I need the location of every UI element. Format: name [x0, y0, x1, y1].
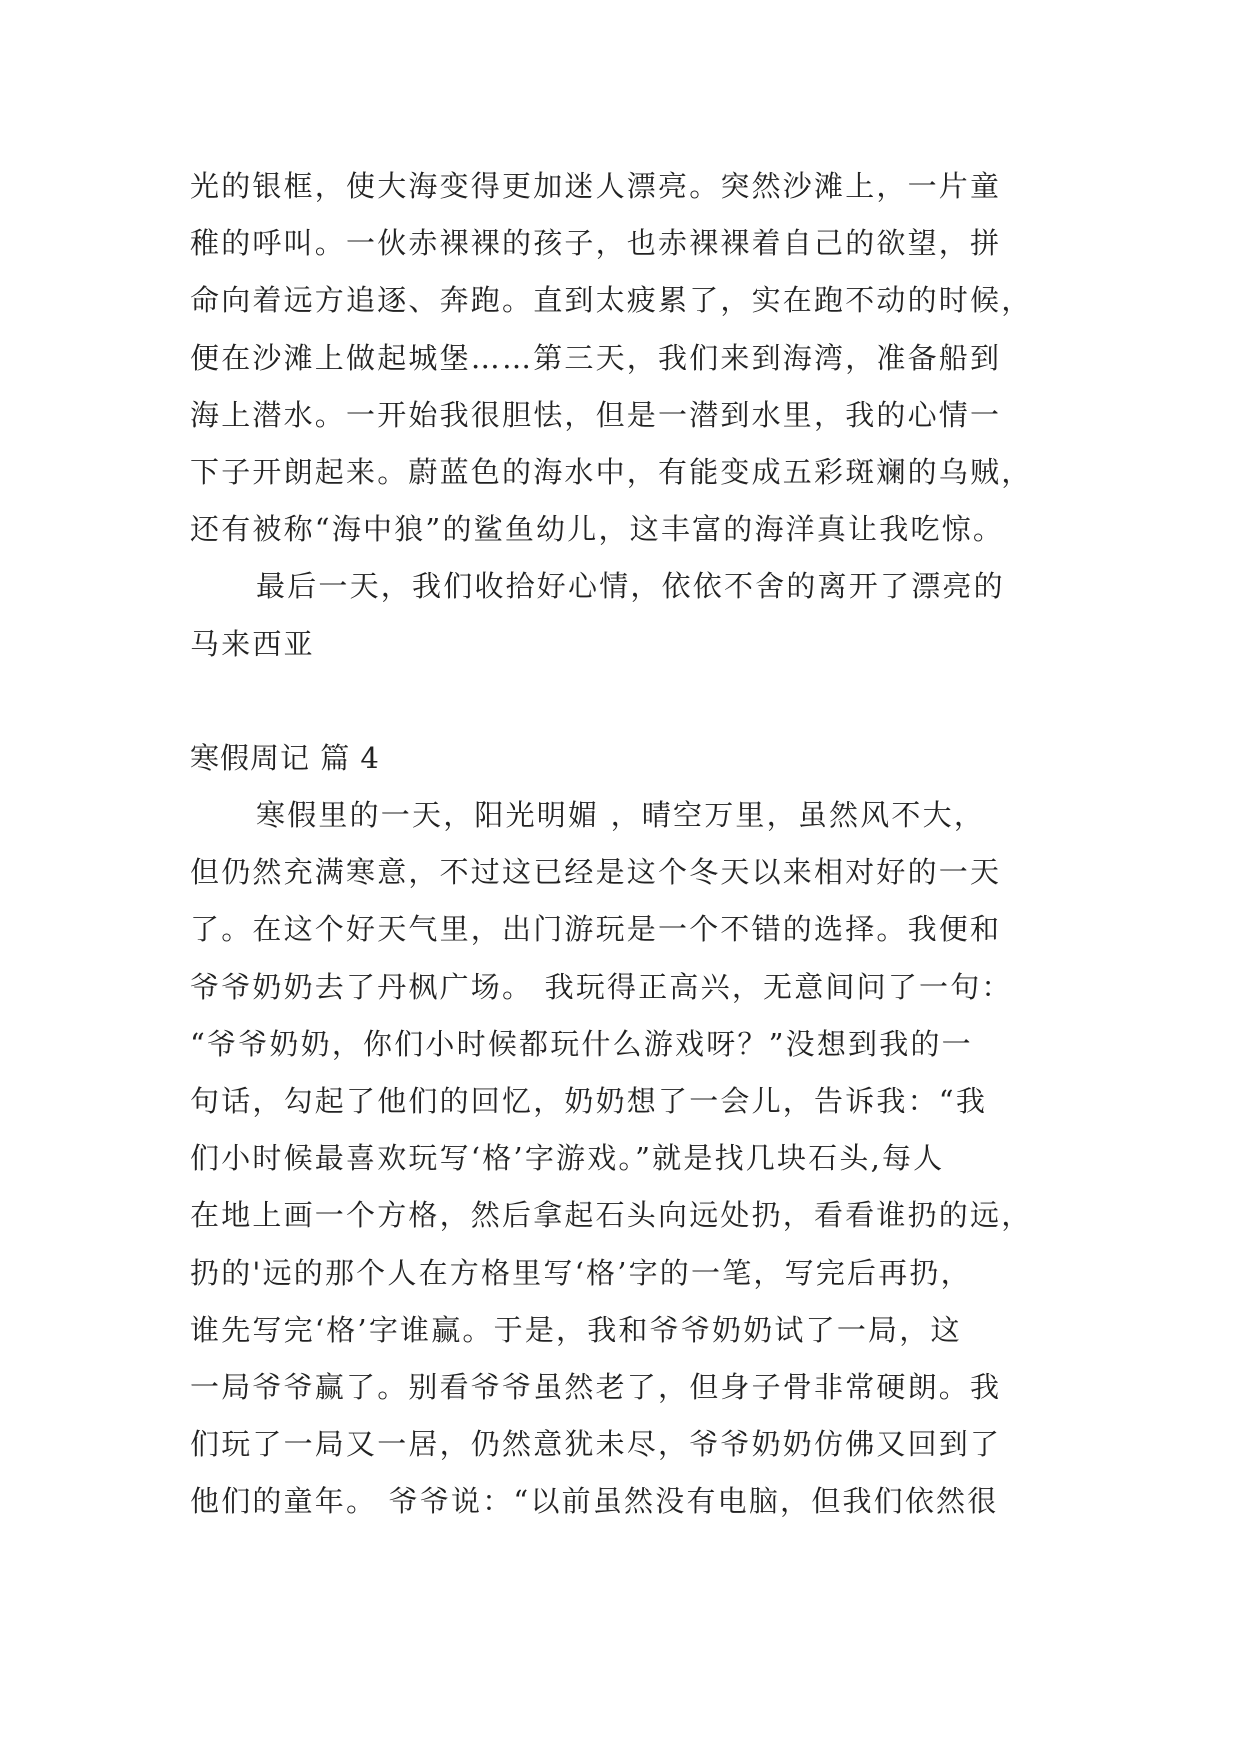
paragraph-line: 还有被称“海中狼”的鲨鱼幼儿，这丰富的海洋真让我吃惊。 — [190, 512, 1005, 547]
paragraph-line: 他们的童年。 爷爷说：“以前虽然没有电脑，但我们依然很 — [190, 1484, 999, 1519]
paragraph-line: 了。在这个好天气里，出门游玩是一个不错的选择。我便和 — [190, 912, 1002, 947]
paragraph-line: 一局爷爷赢了。别看爷爷虽然老了，但身子骨非常硬朗。我 — [190, 1369, 1002, 1404]
paragraph-line: 在地上画一个方格，然后拿起石头向远处扔，看看谁扔的远， — [190, 1198, 1033, 1233]
paragraph-line: 便在沙滩上做起城堡……第三天，我们来到海湾，准备船到 — [190, 340, 1002, 375]
paragraph-line: 光的银框，使大海变得更加迷人漂亮。突然沙滩上，一片童 — [190, 169, 1002, 203]
paragraph-line: “爷爷奶奶，你们小时候都玩什么游戏呀？”没想到我的一 — [190, 1026, 973, 1061]
paragraph-line: 命向着远方追逐、奔跑。直到太疲累了，实在跑不动的时候， — [190, 283, 1033, 318]
paragraph-line: 句话，勾起了他们的回忆，奶奶想了一会儿，告诉我：“我 — [190, 1084, 988, 1118]
paragraph-line: 海上潜水。一开始我很胆怯，但是一潜到水里，我的心情一 — [190, 397, 1002, 432]
paragraph-line: 谁先写完‘格’字谁赢。于是，我和爷爷奶奶试了一局，这 — [190, 1312, 962, 1347]
paragraph-line: 稚的呼叫。一伙赤裸裸的孩子，也赤裸裸着自己的欲望，拼 — [190, 226, 1002, 261]
paragraph-line: 马来西亚 — [190, 626, 315, 661]
paragraph-line: 们玩了一局又一居，仍然意犹未尽，爷爷奶奶仿佛又回到了 — [190, 1427, 1002, 1462]
paragraph-line: 但仍然充满寒意，不过这已经是这个冬天以来相对好的一天 — [190, 855, 1002, 890]
paragraph-line: 寒假里的一天，阳光明媚 ，晴空万里，虽然风不大， — [256, 798, 986, 833]
paragraph-line: 们小时候最喜欢玩写‘格’字游戏。”就是找几块石头,每人 — [190, 1141, 945, 1176]
spacer — [190, 673, 1090, 730]
section-heading: 寒假周记 篇 4 — [190, 740, 380, 775]
paragraph-line: 最后一天，我们收拾好心情，依依不舍的离开了漂亮的 — [256, 569, 1005, 604]
paragraph-line: 扔的'远的那个人在方格里写‘格’字的一笔，写完后再扔， — [190, 1255, 972, 1290]
document-body — [190, 158, 1090, 1531]
paragraph-line: 下子开朗起来。蔚蓝色的海水中，有能变成五彩斑斓的乌贼， — [190, 454, 1033, 489]
paragraph-line: 爷爷奶奶去了丹枫广场。 我玩得正高兴，无意间问了一句： — [190, 969, 1013, 1004]
